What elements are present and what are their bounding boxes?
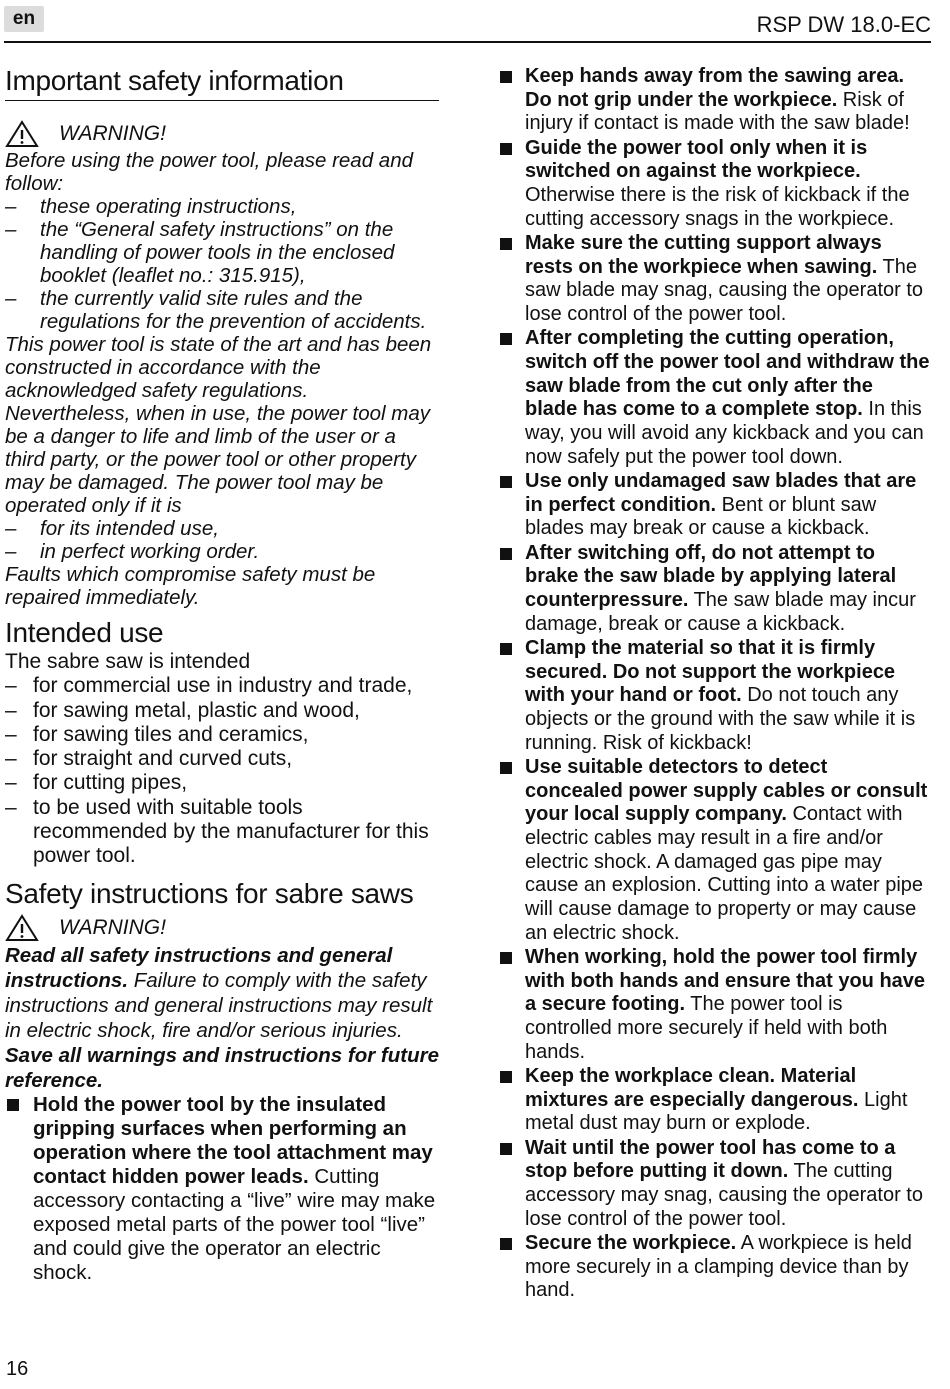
warning-triangle-icon [5,914,39,942]
bullet-bold: After completing the cutting operation, switch off the power tool and withdraw the saw blade from the cut only after the blade has come to a complete stop. [525,327,930,421]
right-column [498,65,930,1304]
square-bullet-icon [500,952,512,964]
list-item: – for its intended use, [5,517,439,540]
sabre-saw-heading: Safety instructions for sabre saws [5,877,414,909]
bullet-text: Do not touch any objects or the ground with the saw while it is running. Risk of kickback! [525,684,916,754]
list-item [5,1093,439,1285]
bullet-text: Bent or blunt saw blades may break or cause a kickback. [525,493,877,540]
left-bullet-list [5,1093,439,1285]
square-bullet-icon [500,238,512,250]
bullet-text: The power tool is controlled more securely if held with both hands. [525,993,888,1063]
list-item: – in perfect working order. [5,540,439,563]
left-column [5,64,439,1285]
list-item: – the “General safety instructions” on the handling of power tools in the enclosed booklet (leaflet no.: 315.915), [5,218,439,287]
page-number: 16 [6,1358,29,1380]
right-bullet-list [498,65,930,1303]
square-bullet-icon [500,71,512,83]
bullet-text: A workpiece is held more securely in a clamping device than by hand. [525,1231,912,1302]
square-bullet-icon [500,333,512,345]
square-bullet-icon [500,643,512,655]
list-item [498,1137,930,1232]
bullet-text: Cutting accessory contacting a “live” wire may make exposed metal parts of the power tool “live” and could give the operator an electric shock. [33,1164,436,1284]
list-item [498,1065,930,1136]
bullet-text: Risk of injury if contact is made with the saw blade! [525,88,910,135]
intended-intro: The sabre saw is intended [5,650,251,673]
square-bullet-icon [500,1071,512,1083]
bullet-text: Light metal dust may burn or explode. [525,1088,908,1135]
read-list [5,195,439,333]
bullet-bold: Wait until the power tool has come to a stop before putting it down. [525,1136,896,1183]
list-item: – for commercial use in industry and trade, [5,674,439,698]
list-item [498,946,930,1065]
list-item [498,542,930,637]
intended-use-heading: Intended use [5,617,164,648]
bullet-text: The cutting accessory may snag, causing the operator to lose control of the power tool. [525,1160,923,1230]
list-item: – for sawing metal, plastic and wood, [5,699,439,723]
warning-line [5,119,439,149]
bullet-bold: Clamp the material so that it is firmly secured. Do not support the workpiece with your hand or foot. [525,636,896,707]
paragraph: Faults which compromise safety must be repaired immediately. [5,563,376,609]
bullet-bold: After switching off, do not attempt to brake the saw blade by applying lateral counterpressure. [525,541,897,611]
model-name: RSP DW 18.0-EC [756,12,931,37]
bullet-bold: Make sure the cutting support always rests on the workpiece when sawing. [525,231,882,278]
read-all-bold: Read all safety instructions and general instructions. [5,943,393,992]
list-item [498,756,930,946]
square-bullet-icon [500,1143,512,1155]
intro-text: Before using the power tool, please read and follow: [5,149,413,195]
warning-line [5,913,439,943]
header-divider [4,41,931,43]
bullet-bold: Guide the power tool only when it is switched on against the workpiece. [525,136,868,183]
bullet-bold: Secure the workpiece. [525,1231,737,1254]
safety-heading: Important safety information [5,64,439,101]
warning-label: WARNING! [59,122,166,145]
list-item: – for cutting pipes, [5,771,439,795]
bullet-bold: Keep hands away from the sawing area. Do not grip under the workpiece. [525,65,905,111]
list-item [498,137,930,232]
bullet-text: The saw blade may incur damage, break or cause a kickback. [525,588,916,635]
square-bullet-icon [500,143,512,155]
read-all-paragraph [5,943,439,1093]
list-item [498,327,930,469]
language-badge: en [4,6,44,32]
list-item [498,65,930,136]
bullet-text: The saw blade may snag, causing the operator to lose control of the power tool. [525,255,924,326]
operated-list [5,517,439,563]
square-bullet-icon [7,1099,19,1111]
save-warnings-bold: Save all warnings and instructions for future reference. [5,1043,439,1092]
intended-list [5,674,439,868]
bullet-bold: Use only undamaged saw blades that are in perfect condition. [525,469,917,516]
paragraph: Nevertheless, when in use, the power tool may be a danger to life and limb of the user or a third party, or the power tool or other property may be damaged. The power tool may be operated only if it is [5,402,431,517]
list-item: – these operating instructions, [5,195,439,218]
square-bullet-icon [500,476,512,488]
read-all-text: Failure to comply with the safety instructions and general instructions may result in electric shock, fire and/or serious injuries. [5,968,433,1042]
list-item [498,1232,930,1303]
list-item [498,232,930,327]
paragraph: This power tool is state of the art and has been constructed in accordance with the acknowledged safety regulations. [5,333,432,402]
bullet-text: In this way, you will avoid any kickback and you can now safely put the power tool down. [525,398,924,468]
square-bullet-icon [500,1238,512,1250]
warning-label: WARNING! [59,915,166,939]
bullet-text: Otherwise there is the risk of kickback if the cutting accessory snags in the workpiece. [525,184,910,230]
list-item: – for sawing tiles and ceramics, [5,723,439,747]
list-item: – for straight and curved cuts, [5,747,439,771]
bullet-bold: Hold the power tool by the insulated gripping surfaces when performing an operation where the tool attachment may contact hidden power leads. [33,1092,433,1188]
bullet-bold: When working, hold the power tool firmly with both hands and ensure that you have a secure footing. [525,946,926,1016]
list-item [498,637,930,756]
list-item: – the currently valid site rules and the regulations for the prevention of accidents. [5,287,439,333]
square-bullet-icon [500,548,512,560]
warning-triangle-icon [5,120,39,148]
bullet-text: Contact with electric cables may result in a fire and/or electric shock. A damaged gas pipe may cause an explosion. Cutting into a water pipe will cause damage to property or may cause an electric shock. [525,803,924,944]
bullet-bold: Use suitable detectors to detect concealed power supply cables or consult your local supply company. [525,755,928,826]
list-item [498,470,930,541]
square-bullet-icon [500,762,512,774]
bullet-bold: Keep the workplace clean. Material mixtures are especially dangerous. [525,1065,859,1111]
list-item: – to be used with suitable tools recommended by the manufacturer for this power tool. [5,796,439,869]
